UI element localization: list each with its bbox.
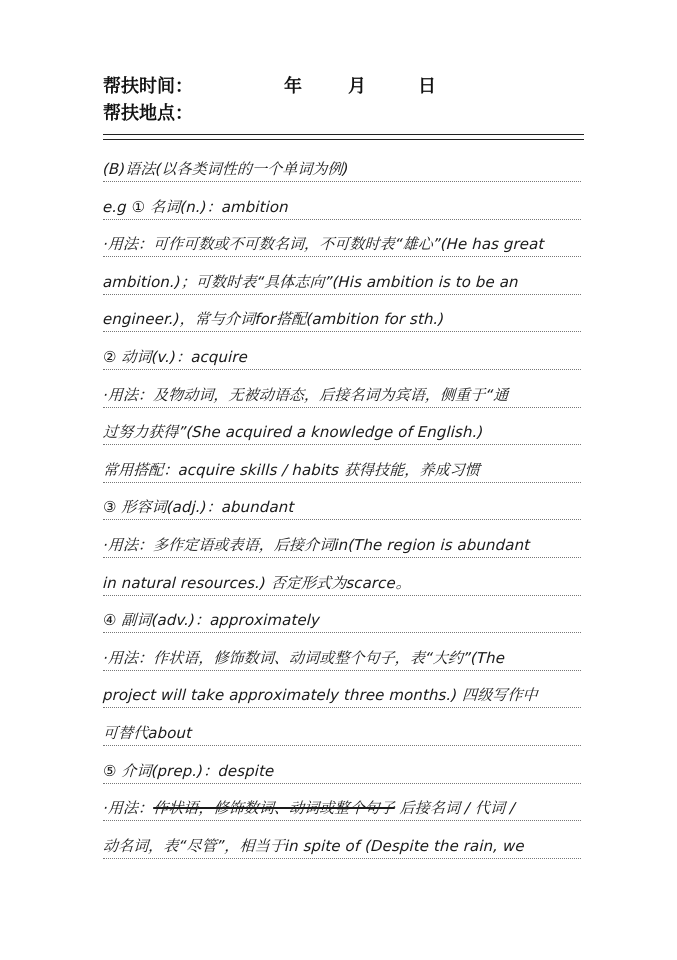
note-line (103, 559, 581, 596)
day-unit: 日 (418, 76, 436, 97)
note-text: in natural resources.) 否定形式为scarce。 (102, 573, 412, 592)
note-line (103, 408, 581, 445)
note-text: engineer.)，常与介词for搭配(ambition for sth.) (102, 310, 445, 329)
note-text: ② 动词(v.)：acquire (102, 348, 249, 366)
note-text: (B)语法(以各类词性的一个单词为例) (102, 160, 350, 178)
note-text-suffix: 后接名词 / 代词 / (394, 799, 516, 818)
note-text: 动名词，表“尽管”，相当于in spite of (Despite the rain, we (102, 836, 526, 855)
note-line (103, 258, 581, 295)
note-text: ③ 形容词(adj.)：abundant (102, 498, 295, 517)
note-line (103, 634, 581, 671)
note-line (103, 220, 581, 257)
note-line (103, 596, 581, 633)
note-line (103, 483, 581, 520)
note-text: 常用搭配：acquire skills / habits 获得技能，养成习惯 (102, 460, 481, 479)
note-text: 可替代about (102, 724, 193, 742)
note-line (103, 521, 581, 558)
note-text (103, 799, 516, 817)
note-text: ④ 副词(adv.)：approximately (102, 611, 321, 630)
note-text: e.g ① 名词(n.)：ambition (102, 197, 290, 216)
note-line (103, 145, 581, 182)
note-line (103, 747, 581, 784)
note-text: 过努力获得”(She acquired a knowledge of English.) (102, 423, 484, 442)
struck-out-text: 作状语，修饰数词、动词或整个句子 (152, 799, 396, 818)
note-text: ·用法：可作可数或不可数名词，不可数时表“雄心”(He has great (102, 235, 545, 254)
year-unit: 年 (284, 76, 302, 97)
help-place-label: 帮扶地点： (103, 103, 193, 124)
note-line (103, 709, 581, 746)
note-line (103, 446, 581, 483)
note-text: ·用法：作状语，修饰数词、动词或整个句子，表“大约”(The (102, 648, 506, 667)
note-text: ambition.)；可数时表“具体志向”(His ambition is to be an (102, 272, 520, 291)
note-text: project will take approximately three months.) 四级写作中 (102, 686, 539, 705)
note-line (103, 371, 581, 408)
month-unit: 月 (348, 76, 366, 97)
note-line (103, 333, 581, 370)
note-line (103, 183, 581, 220)
note-text: ·用法：及物动词，无被动语态，后接名词为宾语，侧重于“通 (102, 385, 509, 404)
note-text: ⑤ 介词(prep.)：despite (102, 761, 275, 780)
note-line (103, 784, 581, 821)
note-line (103, 295, 581, 332)
note-line (103, 671, 581, 708)
help-time-label: 帮扶时间： (103, 76, 193, 97)
note-line (103, 822, 581, 859)
note-text: ·用法：多作定语或表语，后接介词in(The region is abundant (102, 536, 531, 554)
note-text-prefix: ·用法： (102, 799, 154, 818)
